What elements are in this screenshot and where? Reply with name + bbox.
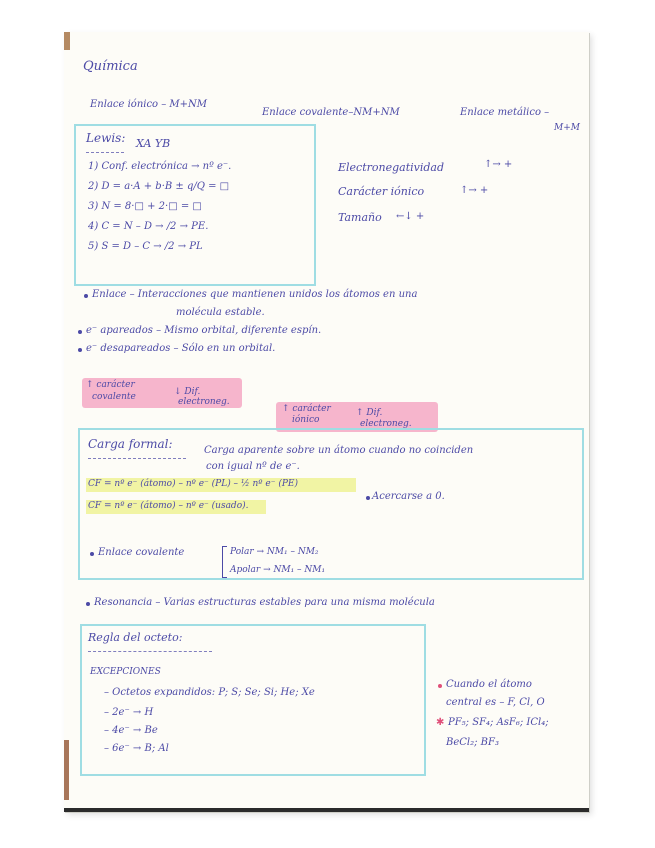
lewis-formula: XA YB xyxy=(136,137,171,150)
bullet-dot-pink xyxy=(438,684,442,688)
trend-arrow-ionic: ↑→ + xyxy=(460,185,489,196)
lewis-step-1: 1) Conf. electrónica → nº e⁻. xyxy=(88,161,232,172)
formal-charge-note: Acercarse a 0. xyxy=(372,491,445,502)
octet-side-1: Cuando el átomo xyxy=(446,679,532,690)
formal-charge-eq-2: CF = nº e⁻ (átomo) – nº e⁻ (usado). xyxy=(88,501,249,511)
formal-charge-desc-1: Carga aparente sobre un átomo cuando no coinciden xyxy=(204,445,474,456)
highlight-ionic-d: electroneg. xyxy=(360,419,412,429)
formal-charge-title: Carga formal: xyxy=(88,437,173,451)
asterisk-icon: ✱ xyxy=(436,717,445,728)
lewis-step-3: 3) N = 8·□ + 2·□ = □ xyxy=(88,201,202,212)
octet-exception-3: – 4e⁻ → Be xyxy=(104,725,158,736)
lewis-step-2: 2) D = a·A + b·B ± q/Q = □ xyxy=(88,181,230,192)
lewis-title-underline xyxy=(86,147,124,153)
highlight-ionic-a: ↑ carácter xyxy=(282,404,331,414)
page-title: Química xyxy=(83,59,138,74)
note-enlace: Enlace – Interacciones que mantienen unidos los átomos en una xyxy=(92,289,418,300)
bullet-dot xyxy=(86,602,90,606)
highlight-covalent-d: electroneg. xyxy=(178,397,230,407)
covalent-polar: Polar → NM₁ – NM₂ xyxy=(230,547,319,557)
lewis-title: Lewis: xyxy=(86,131,126,145)
bullet-dot xyxy=(78,330,82,334)
trend-arrow-size: ←↓ + xyxy=(396,211,425,222)
resonance-text: Resonancia – Varias estructuras estables para una misma molécula xyxy=(94,597,435,608)
highlight-ionic-b: iónico xyxy=(292,415,320,425)
highlight-covalent-c: ↓ Dif. xyxy=(174,387,201,397)
binding-edge-bottom xyxy=(64,740,69,800)
octet-exception-1: – Octetos expandidos: P; S; Se; Si; He; Xe xyxy=(104,687,315,698)
note-enlace-2: molécula estable. xyxy=(176,307,265,318)
trend-size: Tamaño xyxy=(338,211,382,224)
bullet-dot xyxy=(90,552,94,556)
highlight-ionic-c: ↑ Dif. xyxy=(356,408,383,418)
note-desapareados: e⁻ desapareados – Sólo en un orbital. xyxy=(86,343,276,354)
octet-exception-4: – 6e⁻ → B; Al xyxy=(104,743,169,754)
page-shadow xyxy=(64,808,589,812)
ionic-bond-text: Enlace iónico – M+NM xyxy=(90,99,208,110)
bullet-dot xyxy=(84,294,88,298)
formal-charge-underline xyxy=(88,453,186,459)
covalent-label: Enlace covalente xyxy=(98,547,185,558)
lewis-step-4: 4) C = N – D → /2 → PE. xyxy=(88,221,209,232)
bullet-dot xyxy=(366,496,370,500)
covalent-bracket xyxy=(222,546,227,578)
octet-title: Regla del octeto: xyxy=(88,631,183,644)
note-apareados: e⁻ apareados – Mismo orbital, diferente espín. xyxy=(86,325,322,336)
bullet-dot xyxy=(78,348,82,352)
formal-charge-desc-2: con igual nº de e⁻. xyxy=(206,461,300,472)
lewis-step-5: 5) S = D – C → /2 → PL xyxy=(88,241,203,252)
binding-edge-top xyxy=(64,32,70,50)
octet-side-4: BeCl₂; BF₃ xyxy=(446,737,499,748)
trend-arrow-electronegativity: ↑→ + xyxy=(484,159,513,170)
formal-charge-eq-1: CF = nº e⁻ (átomo) – nº e⁻ (PL) – ½ nº e⁻ (PE) xyxy=(88,479,298,489)
metallic-bond-text: Enlace metálico – xyxy=(460,107,550,118)
octet-exception-2: – 2e⁻ → H xyxy=(104,707,154,718)
highlight-covalent-b: covalente xyxy=(92,392,136,402)
octet-exceptions-title: EXCEPCIONES xyxy=(90,667,161,677)
octet-side-3: PF₅; SF₄; AsF₆; ICl₄; xyxy=(448,717,549,728)
trend-ionic-character: Carácter iónico xyxy=(338,185,425,198)
octet-title-underline xyxy=(88,646,212,652)
highlight-covalent-a: ↑ carácter xyxy=(86,380,135,390)
trend-electronegativity: Electronegatividad xyxy=(338,161,445,174)
octet-side-2: central es – F, Cl, O xyxy=(446,697,545,708)
covalent-apolar: Apolar → NM₁ – NM₁ xyxy=(230,565,326,575)
covalent-bond-text: Enlace covalente–NM+NM xyxy=(262,107,400,118)
metallic-bond-text-2: M+M xyxy=(554,123,580,133)
